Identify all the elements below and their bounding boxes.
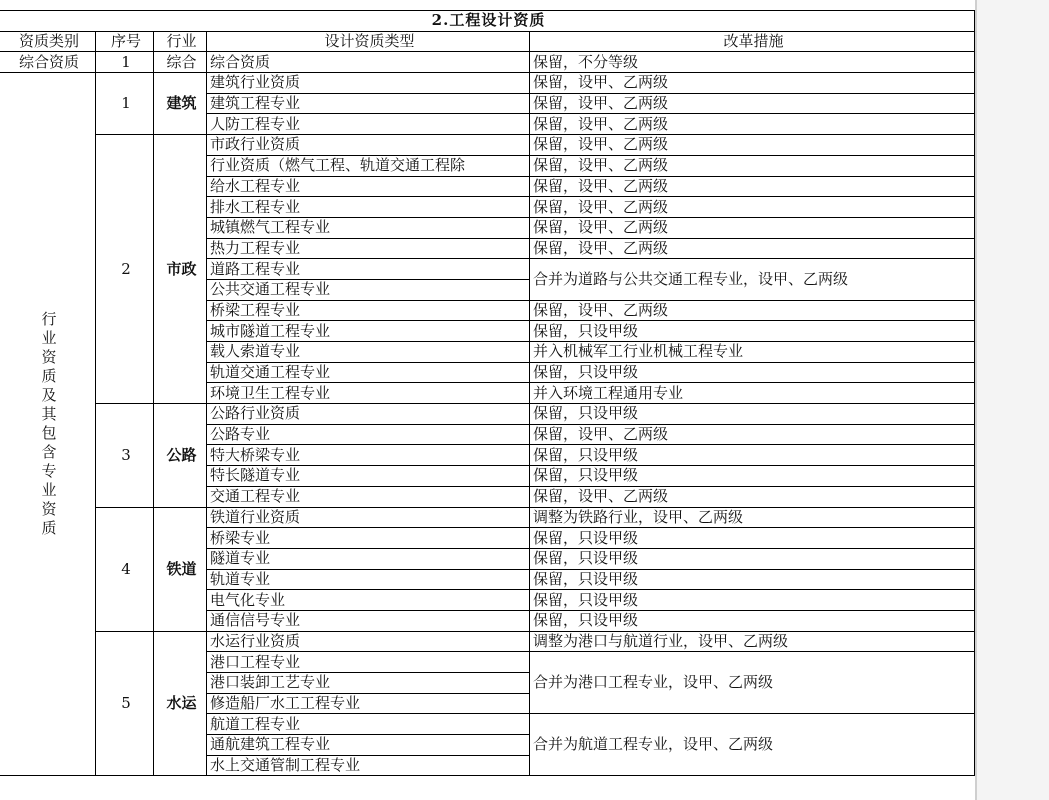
type-cell: 综合资质 (207, 52, 530, 73)
type-cell: 修造船厂水工工程专业 (207, 693, 530, 714)
type-cell: 行业资质（燃气工程、轨道交通工程除 (207, 155, 530, 176)
type-cell: 环境卫生工程专业 (207, 383, 530, 404)
type-cell: 水运行业资质 (207, 631, 530, 652)
measure-cell: 保留，只设甲级 (530, 362, 975, 383)
type-cell: 桥梁工程专业 (207, 300, 530, 321)
measure-cell: 调整为港口与航道行业，设甲、乙两级 (530, 631, 975, 652)
measure-cell: 保留，只设甲级 (530, 548, 975, 569)
type-cell: 电气化专业 (207, 590, 530, 611)
measure-cell: 调整为铁路行业，设甲、乙两级 (530, 507, 975, 528)
no-cell: 5 (96, 631, 154, 776)
type-cell: 道路工程专业 (207, 259, 530, 280)
type-cell: 轨道专业 (207, 569, 530, 590)
type-cell: 排水工程专业 (207, 197, 530, 218)
measure-cell: 保留，只设甲级 (530, 528, 975, 549)
measure-cell: 保留，只设甲级 (530, 445, 975, 466)
window-right-margin (975, 0, 1049, 800)
type-cell: 港口装卸工艺专业 (207, 673, 530, 694)
measure-cell: 保留，设甲、乙两级 (530, 176, 975, 197)
page-top-margin (0, 0, 975, 10)
header-row (0, 31, 975, 52)
type-cell: 特长隧道专业 (207, 466, 530, 487)
table-row (0, 404, 975, 425)
no-cell: 1 (96, 52, 154, 73)
measure-cell: 保留，只设甲级 (530, 466, 975, 487)
measure-cell: 保留，不分等级 (530, 52, 975, 73)
type-cell: 城镇燃气工程专业 (207, 217, 530, 238)
measure-cell: 保留，设甲、乙两级 (530, 217, 975, 238)
measure-cell: 保留，设甲、乙两级 (530, 114, 975, 135)
type-cell: 航道工程专业 (207, 714, 530, 735)
measure-cell: 并入机械军工行业机械工程专业 (530, 342, 975, 363)
measure-cell: 保留，设甲、乙两级 (530, 238, 975, 259)
type-cell: 公共交通工程专业 (207, 279, 530, 300)
measure-cell: 保留，只设甲级 (530, 321, 975, 342)
type-cell: 特大桥梁专业 (207, 445, 530, 466)
measure-cell: 保留，设甲、乙两级 (530, 135, 975, 156)
measure-cell-merged: 合并为道路与公共交通工程专业，设甲、乙两级 (530, 259, 975, 300)
measure-cell: 保留，设甲、乙两级 (530, 93, 975, 114)
industry-cell: 铁道 (154, 507, 207, 631)
measure-cell: 保留，设甲、乙两级 (530, 300, 975, 321)
measure-cell: 保留，只设甲级 (530, 404, 975, 425)
type-cell: 人防工程专业 (207, 114, 530, 135)
type-cell: 隧道专业 (207, 548, 530, 569)
type-cell: 通信信号专业 (207, 610, 530, 631)
type-cell: 公路行业资质 (207, 404, 530, 425)
type-cell: 交通工程专业 (207, 486, 530, 507)
measure-cell: 保留，设甲、乙两级 (530, 197, 975, 218)
category-cell-industry (0, 73, 96, 776)
title-row (0, 11, 975, 32)
type-cell: 港口工程专业 (207, 652, 530, 673)
measure-cell: 保留，只设甲级 (530, 610, 975, 631)
category-cell: 综合资质 (0, 52, 96, 73)
measure-cell: 保留，设甲、乙两级 (530, 155, 975, 176)
type-cell: 通航建筑工程专业 (207, 735, 530, 756)
header-category: 资质类别 (0, 31, 96, 52)
measure-cell-merged: 合并为航道工程专业，设甲、乙两级 (530, 714, 975, 776)
measure-cell: 并入环境工程通用专业 (530, 383, 975, 404)
type-cell: 市政行业资质 (207, 135, 530, 156)
table-title: 2.工程设计资质 (0, 11, 975, 32)
no-cell: 2 (96, 135, 154, 404)
industry-cell: 市政 (154, 135, 207, 404)
type-cell: 轨道交通工程专业 (207, 362, 530, 383)
type-cell: 给水工程专业 (207, 176, 530, 197)
type-cell: 建筑行业资质 (207, 73, 530, 94)
category-vertical-text: 行业资质及其包含专业资质 (41, 310, 57, 538)
type-cell: 城市隧道工程专业 (207, 321, 530, 342)
header-no: 序号 (96, 31, 154, 52)
header-measure: 改革措施 (530, 31, 975, 52)
industry-cell: 公路 (154, 404, 207, 507)
qualification-table (0, 10, 975, 776)
industry-cell: 水运 (154, 631, 207, 776)
measure-cell: 保留，只设甲级 (530, 569, 975, 590)
measure-cell: 保留，设甲、乙两级 (530, 424, 975, 445)
table-row (0, 52, 975, 73)
table-row (0, 507, 975, 528)
type-cell: 建筑工程专业 (207, 93, 530, 114)
measure-cell: 保留，设甲、乙两级 (530, 486, 975, 507)
type-cell: 载人索道专业 (207, 342, 530, 363)
table-row (0, 135, 975, 156)
header-industry: 行业 (154, 31, 207, 52)
type-cell: 铁道行业资质 (207, 507, 530, 528)
type-cell: 水上交通管制工程专业 (207, 755, 530, 776)
type-cell: 热力工程专业 (207, 238, 530, 259)
no-cell: 4 (96, 507, 154, 631)
table-row (0, 73, 975, 94)
no-cell: 1 (96, 73, 154, 135)
type-cell: 桥梁专业 (207, 528, 530, 549)
type-cell: 公路专业 (207, 424, 530, 445)
page-edge-divider (975, 0, 977, 800)
header-type: 设计资质类型 (207, 31, 530, 52)
measure-cell: 保留，只设甲级 (530, 590, 975, 611)
industry-cell: 综合 (154, 52, 207, 73)
table-row (0, 631, 975, 652)
measure-cell: 保留，设甲、乙两级 (530, 73, 975, 94)
industry-cell: 建筑 (154, 73, 207, 135)
no-cell: 3 (96, 404, 154, 507)
measure-cell-merged: 合并为港口工程专业，设甲、乙两级 (530, 652, 975, 714)
